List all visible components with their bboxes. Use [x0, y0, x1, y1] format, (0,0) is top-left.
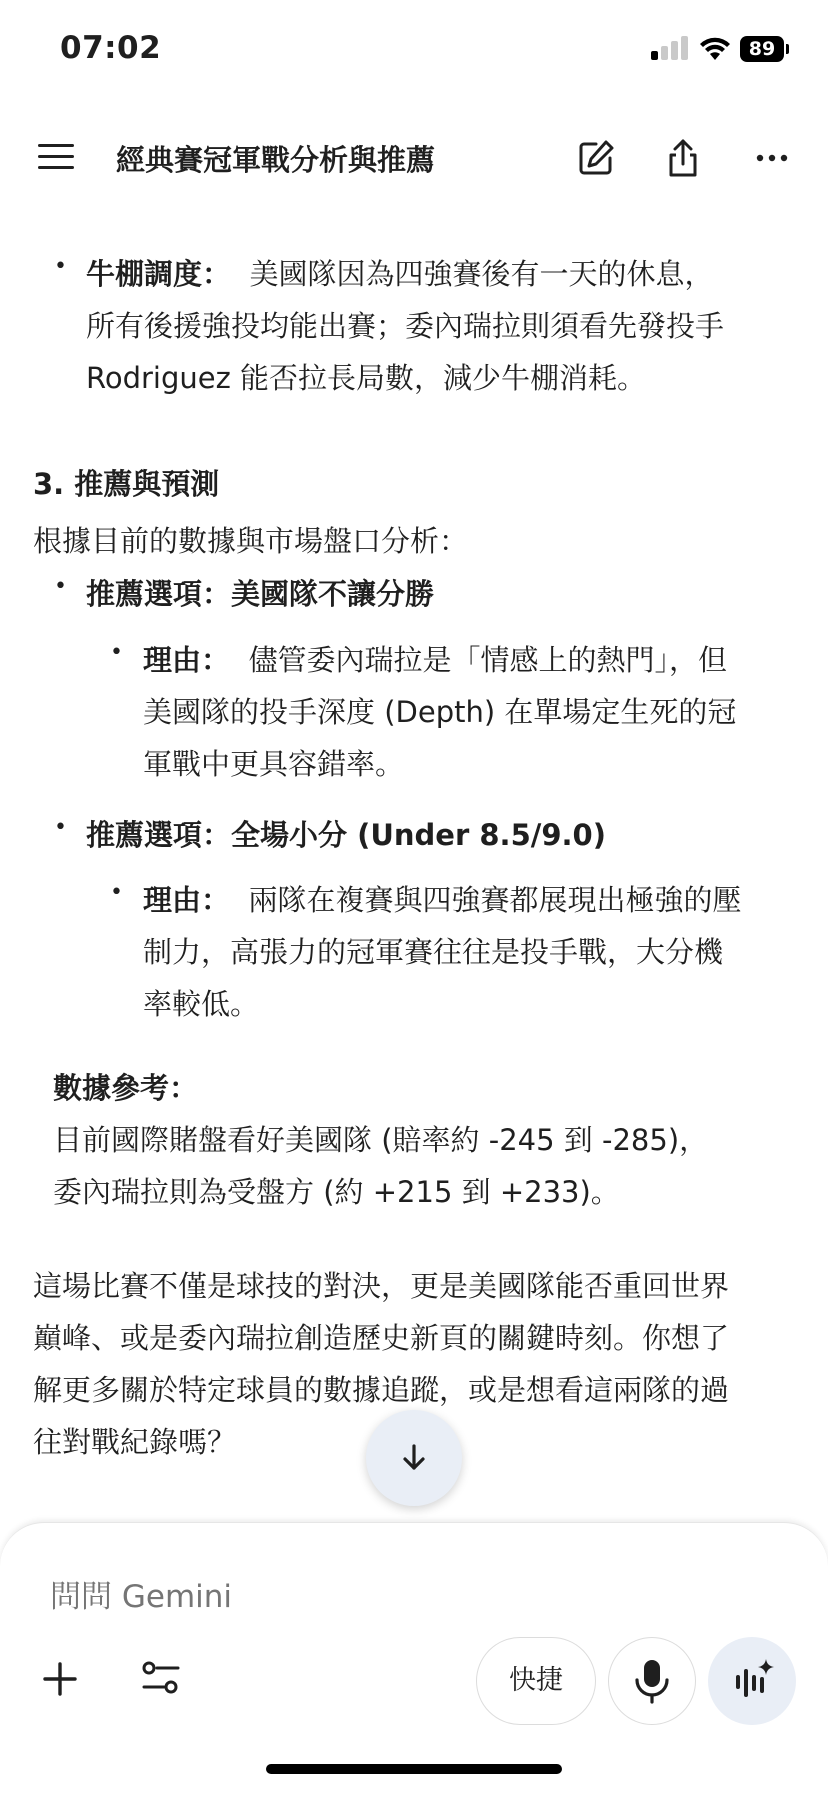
share-icon[interactable] [661, 136, 705, 180]
closing-line-4: 往對戰紀錄嗎？ [33, 1425, 237, 1459]
bullpen-text-1: 美國隊因為四強賽後有一天的休息， [249, 257, 714, 291]
closing-line-3: 解更多關於特定球員的數據追蹤，或是想看這兩隊的過 [33, 1373, 730, 1407]
rec2-label [86, 809, 606, 861]
bullet-dot: • [110, 640, 123, 665]
rec2-reason-line-2: 制力，高張力的冠軍賽往往是投手戰，大分機 [143, 935, 724, 969]
rec2-reason-line-3: 率較低。 [143, 987, 260, 1021]
battery-cap [786, 44, 789, 54]
bullet-dot: • [110, 880, 123, 905]
closing-line-2: 巔峰、或是委內瑞拉創造歷史新頁的關鍵時刻。你想了 [33, 1321, 730, 1355]
data-ref-label-text: 數據參考： [53, 1071, 199, 1105]
bullet-dot: • [54, 254, 67, 279]
rec2-label-text: 推薦選項：全場小分 (Under 8.5/9.0) [86, 818, 606, 852]
scroll-to-bottom-button[interactable] [366, 1410, 462, 1506]
more-options-icon[interactable] [750, 136, 794, 180]
status-time: 07:02 [60, 30, 162, 66]
rec1-reason-line-2: 美國隊的投手深度 (Depth) 在單場定生死的冠 [143, 695, 737, 729]
composer [0, 1522, 828, 1793]
rec1-reason-label: 理由： [143, 643, 231, 677]
bullet-dot: • [54, 815, 67, 840]
prompt-input[interactable] [48, 1571, 612, 1623]
arrow-down-icon [396, 1440, 432, 1476]
microphone-button[interactable] [608, 1637, 696, 1725]
bullpen-line-1 [86, 248, 713, 300]
add-icon[interactable] [40, 1659, 80, 1699]
rec1-reason-line-1 [143, 634, 727, 686]
intro-text: 根據目前的數據與市場盤口分析： [33, 524, 469, 558]
data-ref-label [53, 1062, 198, 1114]
menu-icon[interactable] [38, 142, 74, 172]
cellular-signal-icon [651, 36, 691, 60]
rec2-reason-line-1 [143, 874, 741, 926]
gemini-live-button[interactable] [708, 1637, 796, 1725]
battery-icon: 89 [740, 36, 784, 62]
closing-line-1: 這場比賽不僅是球技的對決，更是美國隊能否重回世界 [33, 1269, 730, 1303]
shortcut-button[interactable]: 快捷 [476, 1637, 596, 1725]
wifi-icon [698, 34, 732, 62]
data-ref-line-1: 目前國際賭盤看好美國隊 (賠率約 -245 到 -285)， [53, 1123, 709, 1157]
rec2-reason-text-1: 兩隊在複賽與四強賽都展現出極強的壓 [248, 883, 742, 917]
conversation-title: 經典賽冠軍戰分析與推薦 [116, 143, 436, 177]
rec1-label [86, 568, 434, 620]
bullpen-line-3: Rodriguez 能否拉長局數，減少牛棚消耗。 [86, 361, 647, 395]
section-heading: 3. 推薦與預測 [33, 467, 220, 501]
rec2-reason-label: 理由： [143, 883, 231, 917]
rec1-reason-line-3: 軍戰中更具容錯率。 [143, 747, 405, 781]
rec1-label-text: 推薦選項：美國隊不讓分勝 [86, 577, 435, 611]
bullet-dot: • [54, 574, 67, 599]
live-waveform-icon [730, 1657, 776, 1703]
microphone-icon [632, 1658, 672, 1704]
bullpen-line-2: 所有後援強投均能出賽；委內瑞拉則須看先發投手 [86, 309, 725, 343]
app-header [0, 120, 828, 200]
bullpen-label: 牛棚調度： [86, 257, 232, 291]
data-ref-line-2: 委內瑞拉則為受盤方 (約 +215 到 +233)。 [53, 1175, 620, 1209]
status-bar [0, 0, 828, 100]
edit-icon[interactable] [574, 136, 618, 180]
tools-icon[interactable] [140, 1657, 182, 1699]
home-indicator[interactable] [266, 1764, 562, 1774]
rec1-reason-text-1: 儘管委內瑞拉是「情感上的熱門」，但 [248, 643, 727, 677]
